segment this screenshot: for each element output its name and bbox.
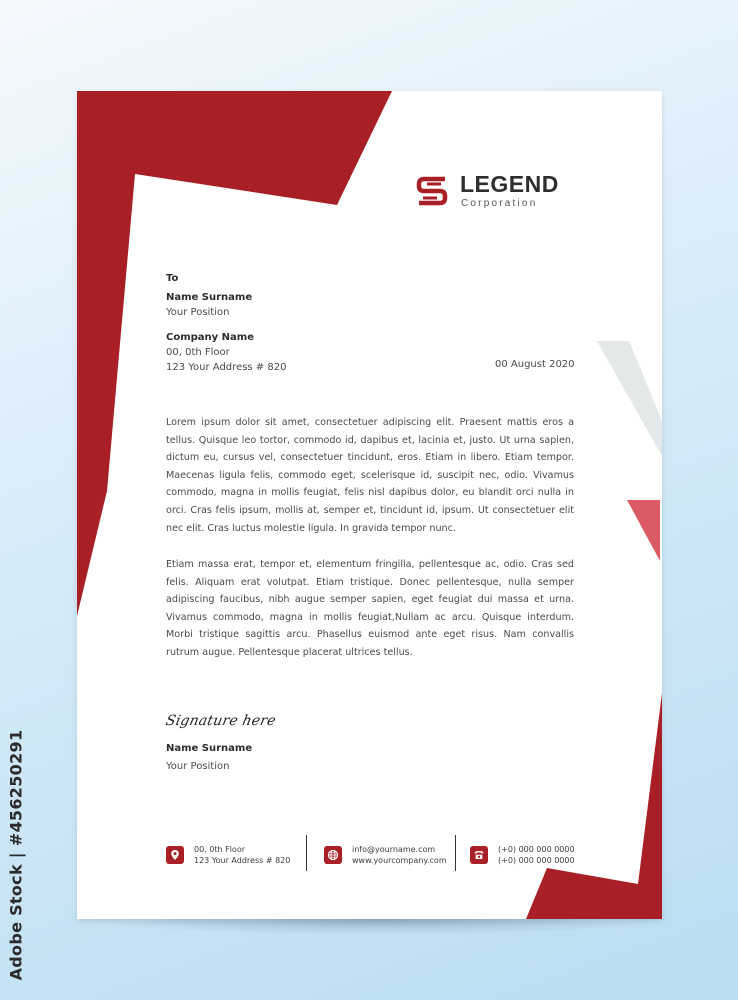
brand-tagline: Corporation (461, 198, 538, 209)
footer-phone-line1: (+0) 000 000 0000 (498, 845, 575, 854)
footer-email: info@yourname.com (352, 845, 436, 854)
recipient-name: Name Surname (166, 292, 253, 303)
telephone-icon (470, 846, 488, 864)
body-paragraph-1: Lorem ipsum dolor sit amet, consectetuer adipiscing elit. Praesent mattis eros a tellus. Quisque leo tortor, commodo id, dapibus et, lacinia et, justo. Ut urna sapien, dictum eu, cursus vel, consectetuer tincidunt, eros. Etiam in libero. Etiam tempor. Maecenas ligula felis, commodo eget, scelerisque id, suscipit nec, odio. Vivamus commodo, magna in mollis feugiat, felis nisl dapibus dolor, eu blandit orci nulla in orci. Cras felis ipsum, mollis at, semper et, tincidunt id, ipsum. Ut consectetuer elit nec elit. Cras luctus molestie ligula. In gravida tempor nunc. (166, 417, 574, 534)
letter-date: 00 August 2020 (495, 359, 575, 370)
right-grey-stripe (597, 341, 662, 456)
s-monogram-icon (415, 173, 449, 207)
footer-website: www.yourcompany.com (352, 856, 447, 865)
signature-script: Signature here (164, 713, 278, 729)
stock-watermark (6, 729, 26, 981)
recipient-position: Your Position (166, 307, 230, 318)
right-pink-stripe (627, 500, 660, 561)
body-paragraph-2: Etiam massa erat, tempor et, elementum fringilla, pellentesque ac, odio. Cras sed felis. Aliquam erat volutpat. Etiam tristique. Donec pellentesque, nulla semper adipiscing faucibus, nibh augue semper sapien, eget feugiat dui massa et urna. Vivamus commodo, magna in mollis feugiat,Nullam ac arcu. Quisque interdum. Morbi tristique sagittis arcu. Phasellus euismod ante eget risus. Nam convallis rutrum augue. Pellentesque placerat ultrices tellus. (166, 559, 574, 658)
footer-address-line1: 00, 0th Floor (194, 845, 246, 854)
stock-id-label: Adobe Stock | #456250291 (6, 729, 26, 981)
location-pin-icon (166, 846, 184, 864)
brand-name: LEGEND (460, 171, 559, 197)
company-address-line1: 00, 0th Floor (166, 347, 230, 358)
company-address-line2: 123 Your Address # 820 (166, 362, 287, 373)
company-name: Company Name (166, 332, 254, 343)
to-label: To (166, 273, 179, 284)
signature-position: Your Position (166, 761, 230, 772)
footer-divider (306, 835, 307, 871)
footer-divider (455, 835, 456, 871)
globe-icon (324, 846, 342, 864)
brand-logo (415, 171, 595, 213)
signature-name: Name Surname (166, 743, 253, 754)
footer-address-line2: 123 Your Address # 820 (194, 856, 291, 865)
letterhead-page (77, 91, 662, 919)
top-left-red-shape (77, 91, 392, 616)
footer-phone-line2: (+0) 000 000 0000 (498, 856, 575, 865)
bottom-right-red-shape (526, 693, 662, 919)
